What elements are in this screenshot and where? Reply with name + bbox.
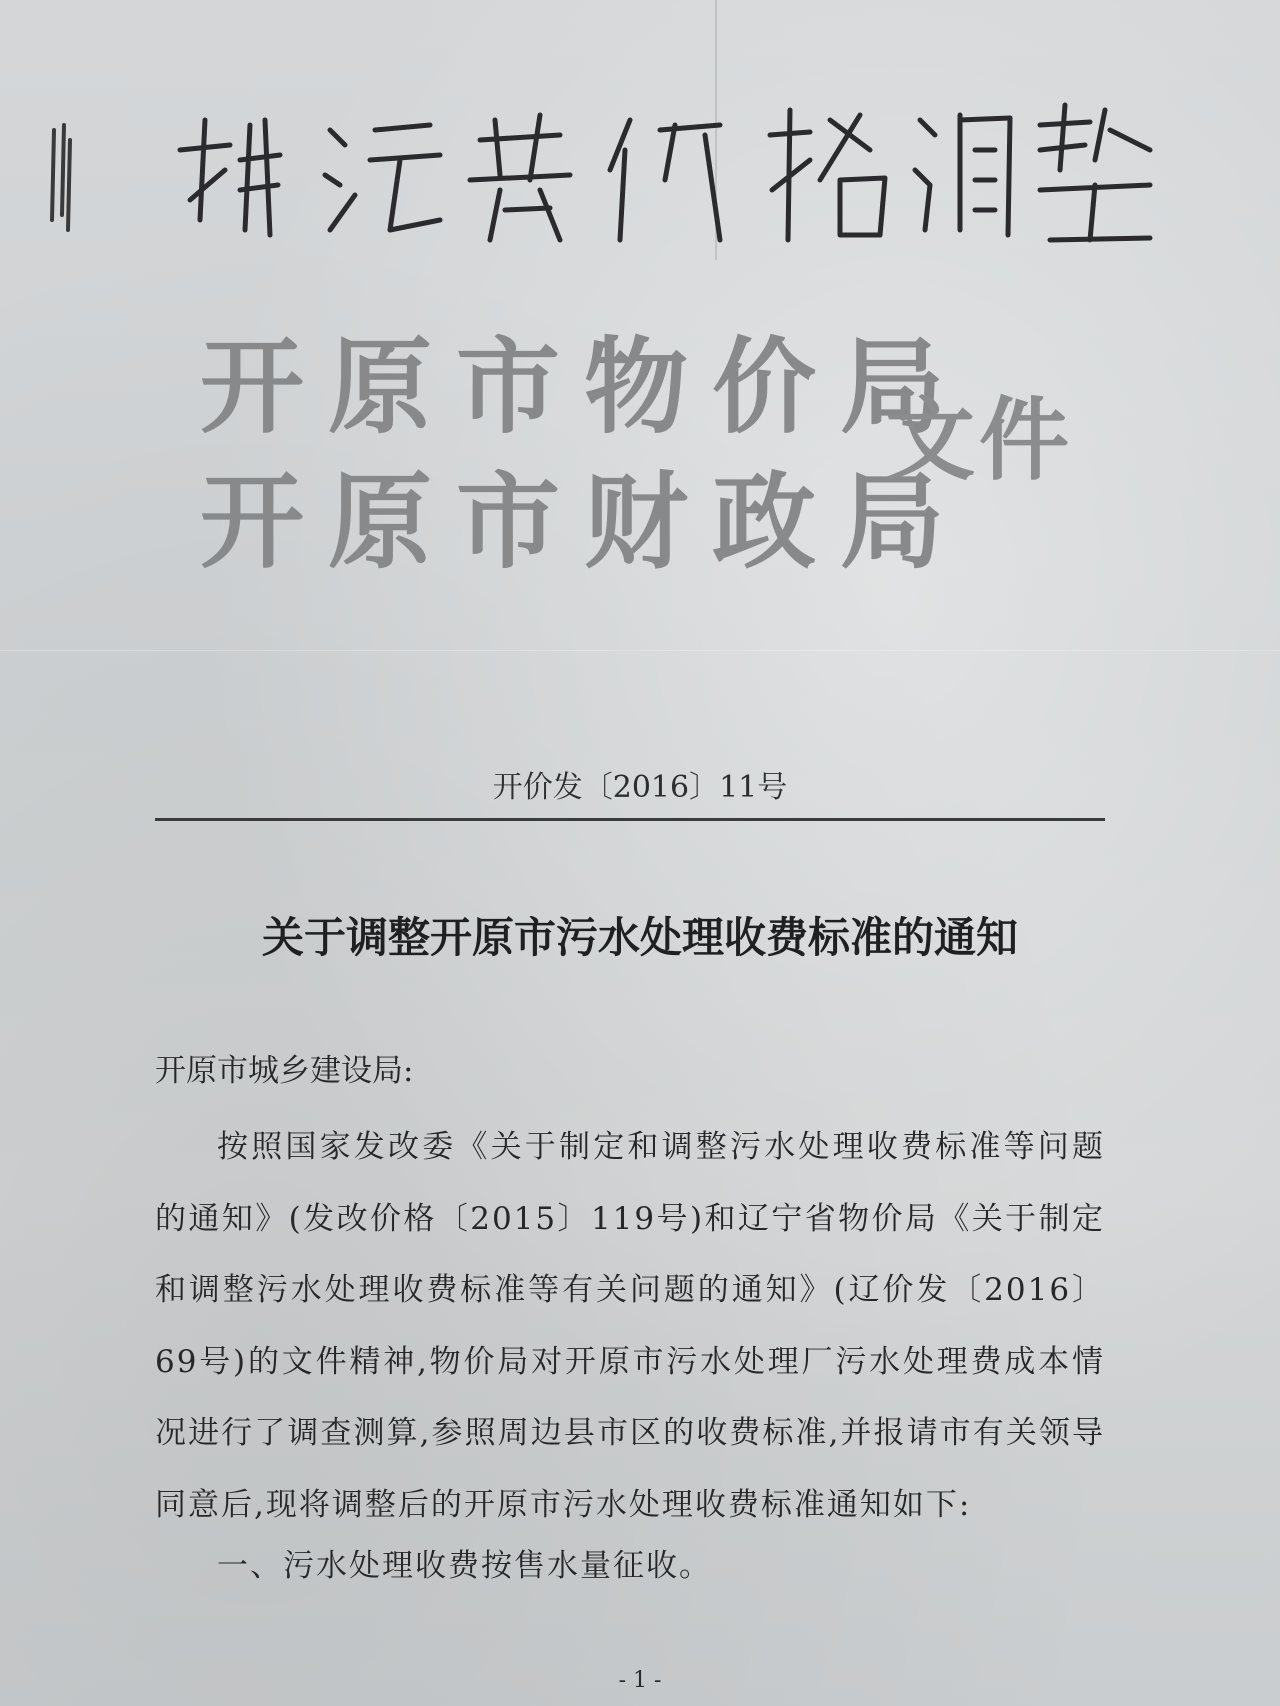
paper-crease [0,650,1280,651]
header-rule [155,818,1105,821]
document-number: 开价发〔2016〕11号 [492,770,788,805]
issuing-authority-2: 开原市财政局 [200,460,969,583]
document-title: 关于调整开原市污水处理收费标准的通知 [261,913,1018,962]
body-paragraph: 按照国家发改委《关于制定和调整污水处理收费标准等问题的通知》(发改价格〔2015〕119号)和辽宁省物价局《关于制定和调整污水处理收费标准等有关问题的通知》(辽价发〔2016〕69号)的文件精神,物价局对开原市污水处理厂污水处理费成本情况进行了调查测算,参照周边县市区的收费标准,并报请市有关领导同意后,现将调整后的开原市污水处理收费标准通知如下: [155,1129,1105,1523]
page-number: - 1 - [618,1668,662,1693]
document-suffix: 文件 [885,387,1073,493]
addressee: 开原市城乡建设局: [155,1053,414,1089]
handwritten-note [160,90,1160,250]
margin-marks [40,120,90,240]
list-item: 一、污水处理收费按售水量征收。 [217,1548,712,1584]
issuing-authority-1: 开原市物价局 [200,325,969,448]
